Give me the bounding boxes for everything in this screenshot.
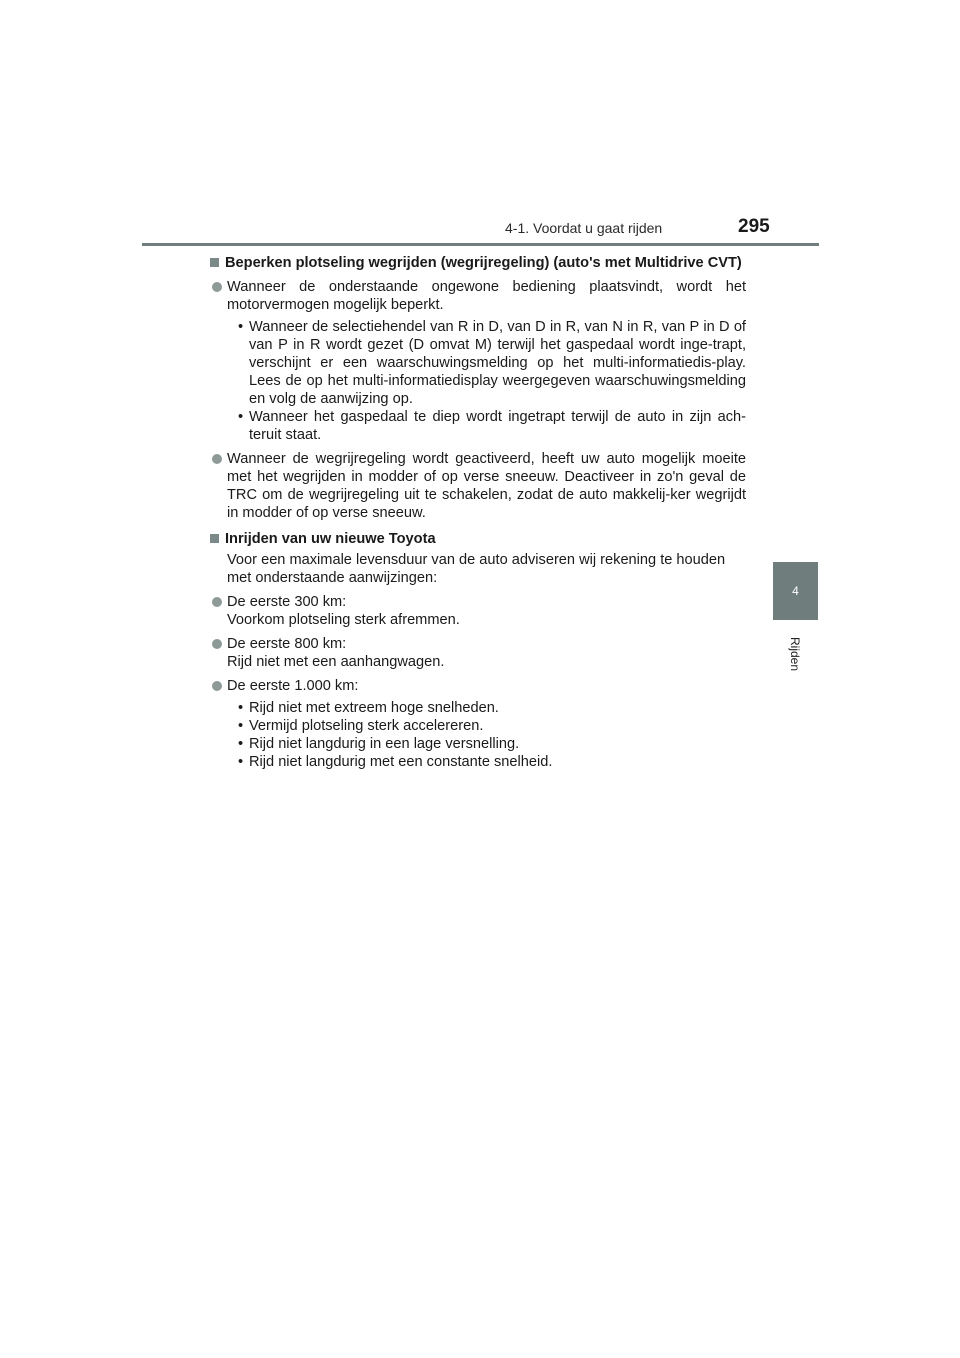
square-bullet-icon <box>210 258 219 267</box>
dot-marker: • <box>238 319 244 335</box>
square-bullet-icon <box>210 534 219 543</box>
heading-text: Inrijden van uw nieuwe Toyota <box>225 531 436 547</box>
list-item <box>210 278 746 314</box>
sub-list <box>227 318 746 444</box>
header-rule <box>142 243 819 246</box>
dot-marker: • <box>238 718 244 734</box>
sub-item-text: Rijd niet met extreem hoge snelheden. <box>249 700 499 716</box>
sub-item-text: Wanneer de selectiehendel van R in D, van D in R, van N in R, van P in D of van P in R wordt gezet (D omvat M) terwijl het gaspedaal wordt inge-trapt, verschijnt er een waarschuwingsmelding op het multi-informatiedis-play. Lees de op het multi-informatiedisplay weergegeven waarschuwingsmelding en volg de aanwijzing op. <box>249 319 746 407</box>
sub-list-item <box>227 408 746 444</box>
heading-text: Beperken plotseling wegrijden (wegrijregeling) (auto's met Multidrive CVT) <box>225 255 742 271</box>
bullet-title: De eerste 1.000 km: <box>227 678 359 694</box>
sub-list-item <box>227 735 746 753</box>
bullet-title: De eerste 300 km: <box>227 594 347 610</box>
chapter-label <box>765 632 825 676</box>
section-heading <box>210 530 746 548</box>
list-item <box>210 593 746 629</box>
page-number: 295 <box>738 216 770 237</box>
bullet-text: Voorkom plotseling sterk afremmen. <box>227 612 460 628</box>
sub-item-text: Wanneer het gaspedaal te diep wordt ingetrapt terwijl de auto in zijn ach-teruit staat. <box>249 409 746 443</box>
dot-marker: • <box>238 754 244 770</box>
sub-list-item <box>227 699 746 717</box>
circle-bullet-icon <box>212 597 222 607</box>
sub-item-text: Vermijd plotseling sterk accelereren. <box>249 718 484 734</box>
chapter-tab <box>773 562 818 620</box>
list-item <box>210 450 746 522</box>
sub-item-text: Rijd niet langdurig met een constante snelheid. <box>249 754 553 770</box>
sub-list <box>227 699 746 771</box>
dot-marker: • <box>238 736 244 752</box>
sub-list-item <box>227 318 746 408</box>
bullet-text: Wanneer de onderstaande ongewone bediening plaatsvindt, wordt het motorvermogen mogelijk beperkt. <box>227 279 746 313</box>
list-item <box>210 635 746 671</box>
bullet-text: Wanneer de wegrijregeling wordt geactiveerd, heeft uw auto mogelijk moeite met het wegrijden in modder of op verse sneeuw. Deactiveer in zo'n geval de TRC om de wegrijregeling uit te schakelen, zodat de auto makkelij-ker wegrijdt in modder of op verse sneeuw. <box>227 451 746 521</box>
sub-item-text: Rijd niet langdurig in een lage versnelling. <box>249 736 520 752</box>
chapter-number: 4 <box>792 584 799 598</box>
header-section-title: 4-1. Voordat u gaat rijden <box>505 220 663 236</box>
intro-paragraph: Voor een maximale levensduur van de auto adviseren wij rekening te houden met onderstaande aanwijzingen: <box>227 552 726 586</box>
bullet-text: Rijd niet met een aanhangwagen. <box>227 654 445 670</box>
sub-list-item <box>227 717 746 735</box>
page-content <box>210 254 746 771</box>
circle-bullet-icon <box>212 454 222 464</box>
circle-bullet-icon <box>212 681 222 691</box>
dot-marker: • <box>238 700 244 716</box>
section-heading <box>210 254 746 272</box>
sub-list-item <box>227 753 746 771</box>
list-item <box>210 677 746 695</box>
circle-bullet-icon <box>212 282 222 292</box>
chapter-title: Rijden <box>788 636 802 672</box>
circle-bullet-icon <box>212 639 222 649</box>
bullet-title: De eerste 800 km: <box>227 636 347 652</box>
dot-marker: • <box>238 409 244 425</box>
